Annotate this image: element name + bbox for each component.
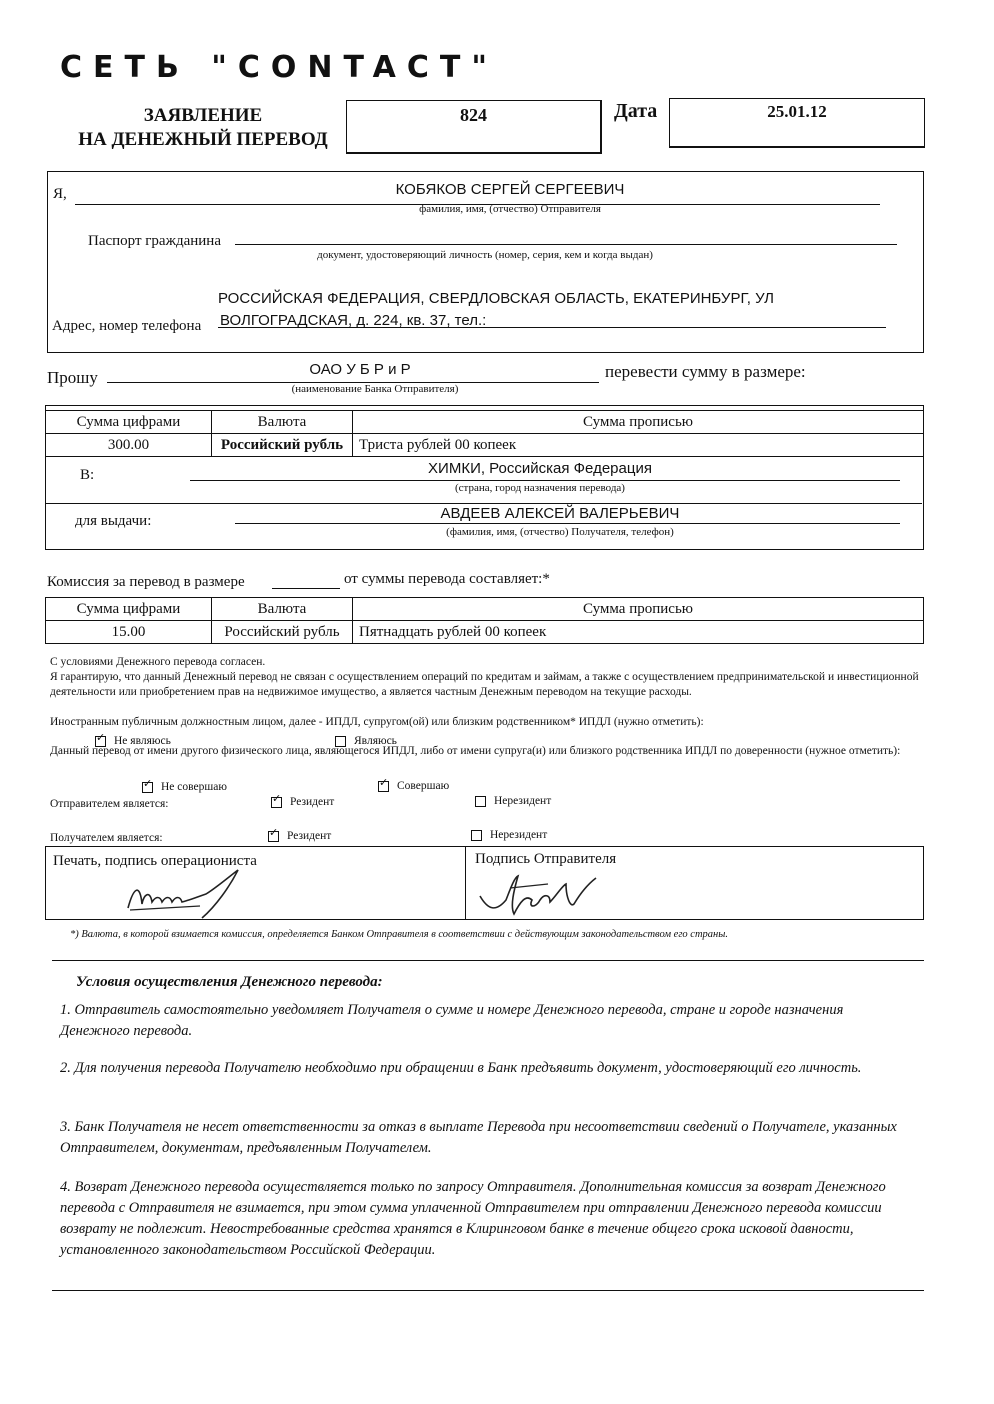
brand-title: СЕТЬ "CONTACT" <box>60 50 499 85</box>
recipient-caption: (фамилия, имя, (отчество) Получателя, телефон) <box>446 526 674 538</box>
guarantee-text: Я гарантирую, что данный Денежный перевод не связан с осуществлением операций по кредитам и займам, а также с осуществлением предпринимательской и инвестиционной деятельности или приобретением прав на недвижимое имущество, а является частным Денежным переводом на текущие расходы. <box>50 671 919 698</box>
commission-table-header <box>46 598 924 621</box>
recipient-resident-option[interactable] <box>268 829 331 844</box>
address-line1: РОССИЙСКАЯ ФЕДЕРАЦИЯ, СВЕРДЛОВСКАЯ ОБЛАСТЬ, ЕКАТЕРИНБУРГ, УЛ <box>218 290 774 307</box>
document-caption: документ, удостоверяющий личность (номер, серия, кем и когда выдан) <box>317 249 653 261</box>
amount-words: Триста рублей 00 копеек <box>353 434 924 457</box>
commission-rate-line <box>272 588 340 589</box>
recipient-line <box>235 523 900 524</box>
commission-header-currency: Валюта <box>212 598 353 621</box>
terms-title: Условия осуществления Денежного перевода: <box>76 974 383 990</box>
destination-line <box>190 480 900 481</box>
form-title-line2: НА ДЕНЕЖНЫЙ ПЕРЕВОД <box>78 129 328 150</box>
sender-signature-image <box>470 866 610 924</box>
destination-label: В: <box>80 467 95 483</box>
passport-line <box>235 244 897 245</box>
agree-text: С условиями Денежного перевода согласен. <box>50 656 266 668</box>
sender-nonresident-label: Нерезидент <box>494 795 552 807</box>
recipient-name: АВДЕЕВ АЛЕКСЕЙ ВАЛЕРЬЕВИЧ <box>440 505 680 522</box>
destination-caption: (страна, город назначения перевода) <box>455 482 625 494</box>
commission-header-digits: Сумма цифрами <box>46 598 212 621</box>
commission-text-before: Комиссия за перевод в размере <box>47 574 245 590</box>
bank-caption: (наименование Банка Отправителя) <box>291 383 459 395</box>
footnote-divider <box>52 960 924 961</box>
passport-label: Паспорт гражданина <box>88 233 221 249</box>
amount-currency: Российский рубль <box>212 434 353 457</box>
recipient-label: для выдачи: <box>75 513 152 529</box>
date-value: 25.01.12 <box>767 102 827 121</box>
request-prefix: Прошу <box>47 368 98 387</box>
sender-name-caption: фамилия, имя, (отчество) Отправителя <box>419 203 601 215</box>
sender-nonresident-option[interactable] <box>475 794 551 809</box>
sender-nonresident-checkbox[interactable] <box>475 796 486 807</box>
amount-header-currency: Валюта <box>212 411 353 434</box>
commission-currency: Российский рубль <box>212 621 353 644</box>
sender-prefix: Я, <box>53 186 67 202</box>
footnote: *) Валюта, в которой взимается комиссия, определяется Банком Отправителя в соответствии с действующим законодательством его страны. <box>70 929 728 940</box>
commission-text-after: от суммы перевода составляет:* <box>344 571 550 587</box>
destination-value: ХИМКИ, Российская Федерация <box>428 460 652 477</box>
amount-header-digits: Сумма цифрами <box>46 411 212 434</box>
amount-table-header <box>46 411 924 434</box>
operator-signature-label: Печать, подпись операциониста <box>53 853 257 869</box>
sender-bank: ОАО У Б Р и Р <box>309 361 411 378</box>
address-line <box>218 327 886 328</box>
sender-resident-option[interactable] <box>271 795 334 810</box>
sender-resident-label: Резидент <box>290 796 335 808</box>
operator-signature-image <box>120 866 270 924</box>
amount-header-words: Сумма прописью <box>353 411 924 434</box>
recipient-nonresident-label: Нерезидент <box>490 829 548 841</box>
date-label: Дата <box>614 100 658 122</box>
commission-header-words: Сумма прописью <box>353 598 924 621</box>
sender-name: КОБЯКОВ СЕРГЕЙ СЕРГЕЕВИЧ <box>395 181 625 198</box>
recipient-status-label: Получателем является: <box>50 832 163 844</box>
bottom-divider <box>52 1290 924 1291</box>
commission-words: Пятнадцать рублей 00 копеек <box>353 621 924 644</box>
sender-status-label: Отправителем является: <box>50 798 169 810</box>
terms-item-1: 1. Отправитель самостоятельно уведомляет Получателя о сумме и номере Денежного перевода, стране и городе назначения Денежного перевода. <box>60 1002 844 1039</box>
commission-table-row <box>46 621 924 644</box>
proxy-no-label: Не совершаю <box>161 781 227 793</box>
amount-table-row <box>46 434 924 457</box>
form-title <box>58 104 348 152</box>
amount-digits: 300.00 <box>46 434 212 457</box>
recipient-resident-checkbox[interactable] <box>268 831 279 842</box>
recipient-nonresident-checkbox[interactable] <box>471 830 482 841</box>
recipient-resident-label: Резидент <box>287 830 332 842</box>
proxy-no-checkbox[interactable] <box>142 782 153 793</box>
sender-signature-label: Подпись Отправителя <box>475 851 617 867</box>
amount-table <box>45 410 924 457</box>
proxy-yes-option[interactable] <box>378 779 449 794</box>
address-line2: ВОЛГОГРАДСКАЯ, д. 224, кв. 37, тел.: <box>220 312 487 329</box>
request-suffix: перевести сумму в размере: <box>605 362 806 381</box>
section-divider <box>45 503 922 504</box>
ipdl-yes-label: Являюсь <box>354 735 397 747</box>
sender-resident-checkbox[interactable] <box>271 797 282 808</box>
proxy-question: Данный перевод от имени другого физического лица, являющегося ИПДЛ, либо от имени супруга(и) или близкого родственника ИПДЛ по доверенности (нужное отметить): <box>50 745 901 757</box>
terms-item-3: 3. Банк Получателя не несет ответственности за отказ в выплате Перевода при несоответствии сведений о Получателе, указанных Отправителем, документам, предъявленным Получателем. <box>60 1119 897 1156</box>
transfer-number-field <box>346 100 602 154</box>
transfer-number: 824 <box>460 105 487 125</box>
form-title-line1: ЗАЯВЛЕНИЕ <box>143 105 263 126</box>
proxy-yes-checkbox[interactable] <box>378 781 389 792</box>
ipdl-question: Иностранным публичным должностным лицом, далее - ИПДЛ, супругом(ой) или близким родственником* ИПДЛ (нужно отметить): <box>50 716 704 728</box>
commission-table <box>45 597 924 644</box>
recipient-nonresident-option[interactable] <box>471 828 547 843</box>
proxy-yes-label: Совершаю <box>397 780 450 792</box>
signature-divider <box>465 846 466 919</box>
proxy-no-option[interactable] <box>142 780 227 795</box>
ipdl-no-label: Не являюсь <box>114 735 171 747</box>
terms-item-2: 2. Для получения перевода Получателю необходимо при обращении в Банк предъявить документ, удостоверяющий его личность. <box>60 1060 862 1076</box>
terms-item-4: 4. Возврат Денежного перевода осуществляется только по запросу Отправителя. Дополнительная комиссия за возврат Денежного перевода с Отправителя не взимается, при этом сумма уплаченной Отправителем при отправлении Денежного перевода комиссии возврату не подлежит. Невостребованные средства хранятся в Клиринговом банке в течение общего срока исковой давности, установленного законодательством Российской Федерации. <box>60 1179 886 1258</box>
commission-digits: 15.00 <box>46 621 212 644</box>
date-field <box>669 98 925 148</box>
address-label: Адрес, номер телефона <box>52 318 202 334</box>
